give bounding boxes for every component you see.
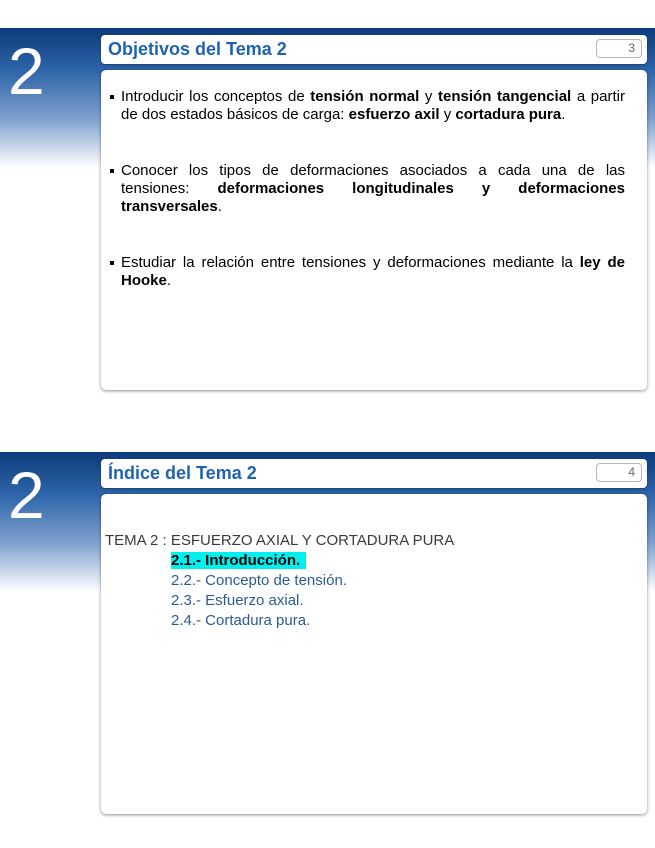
bold-term: deformaciones longitudinales y deformaciones transversales [121, 180, 625, 215]
index-item-label: 2.4.- Cortadura pura. [171, 612, 311, 629]
bold-term: tensión tangencial [438, 88, 572, 105]
index-item-current [171, 551, 625, 571]
bullet-text: Introducir los conceptos de [121, 88, 311, 105]
index-item-label: 2.1.- Introducción. [171, 552, 306, 569]
content-box [101, 70, 647, 390]
bullet-text: a partir de dos estados básicos de carga: [121, 88, 625, 123]
title-bar [101, 459, 647, 488]
bold-term: ley de Hooke [121, 254, 625, 289]
index-heading: TEMA 2 : ESFUERZO AXIAL Y CORTADURA PURA [105, 532, 455, 549]
bold-term: esfuerzo axil [348, 106, 440, 123]
objective-bullet [109, 162, 625, 216]
bullet-text: Conocer los tipos de deformaciones asociados a cada una de las tensiones: [121, 162, 625, 197]
title-bar [101, 35, 647, 64]
chapter-number: 2 [8, 458, 45, 532]
bold-term: tensión normal [310, 88, 420, 105]
bold-term: cortadura pura [455, 106, 562, 123]
slide-index [0, 424, 655, 824]
bullet-text: Estudiar la relación entre tensiones y deformaciones mediante la [121, 254, 580, 271]
bullet-text: y [439, 106, 456, 123]
index-item-label: 2.3.- Esfuerzo axial. [171, 592, 304, 609]
bullet-text: . [166, 272, 172, 289]
index-items [105, 551, 625, 631]
objectives-list [109, 88, 625, 328]
index-item [171, 591, 625, 611]
bullet-text: . [217, 198, 222, 215]
page-number: 4 [596, 463, 642, 482]
bullet-text: y [419, 88, 439, 105]
page-number: 3 [596, 39, 642, 58]
index-item [171, 611, 625, 631]
slide-title: Índice del Tema 2 [108, 463, 257, 483]
objective-bullet [109, 88, 625, 124]
index-item [171, 571, 625, 591]
chapter-number: 2 [8, 34, 45, 108]
slide-objectives [0, 0, 655, 400]
index-item-label: 2.2.- Concepto de tensión. [171, 572, 347, 589]
bullet-text: . [561, 106, 566, 123]
topic-index [105, 531, 625, 631]
objective-bullet [109, 254, 625, 290]
slide-title: Objetivos del Tema 2 [108, 39, 287, 59]
